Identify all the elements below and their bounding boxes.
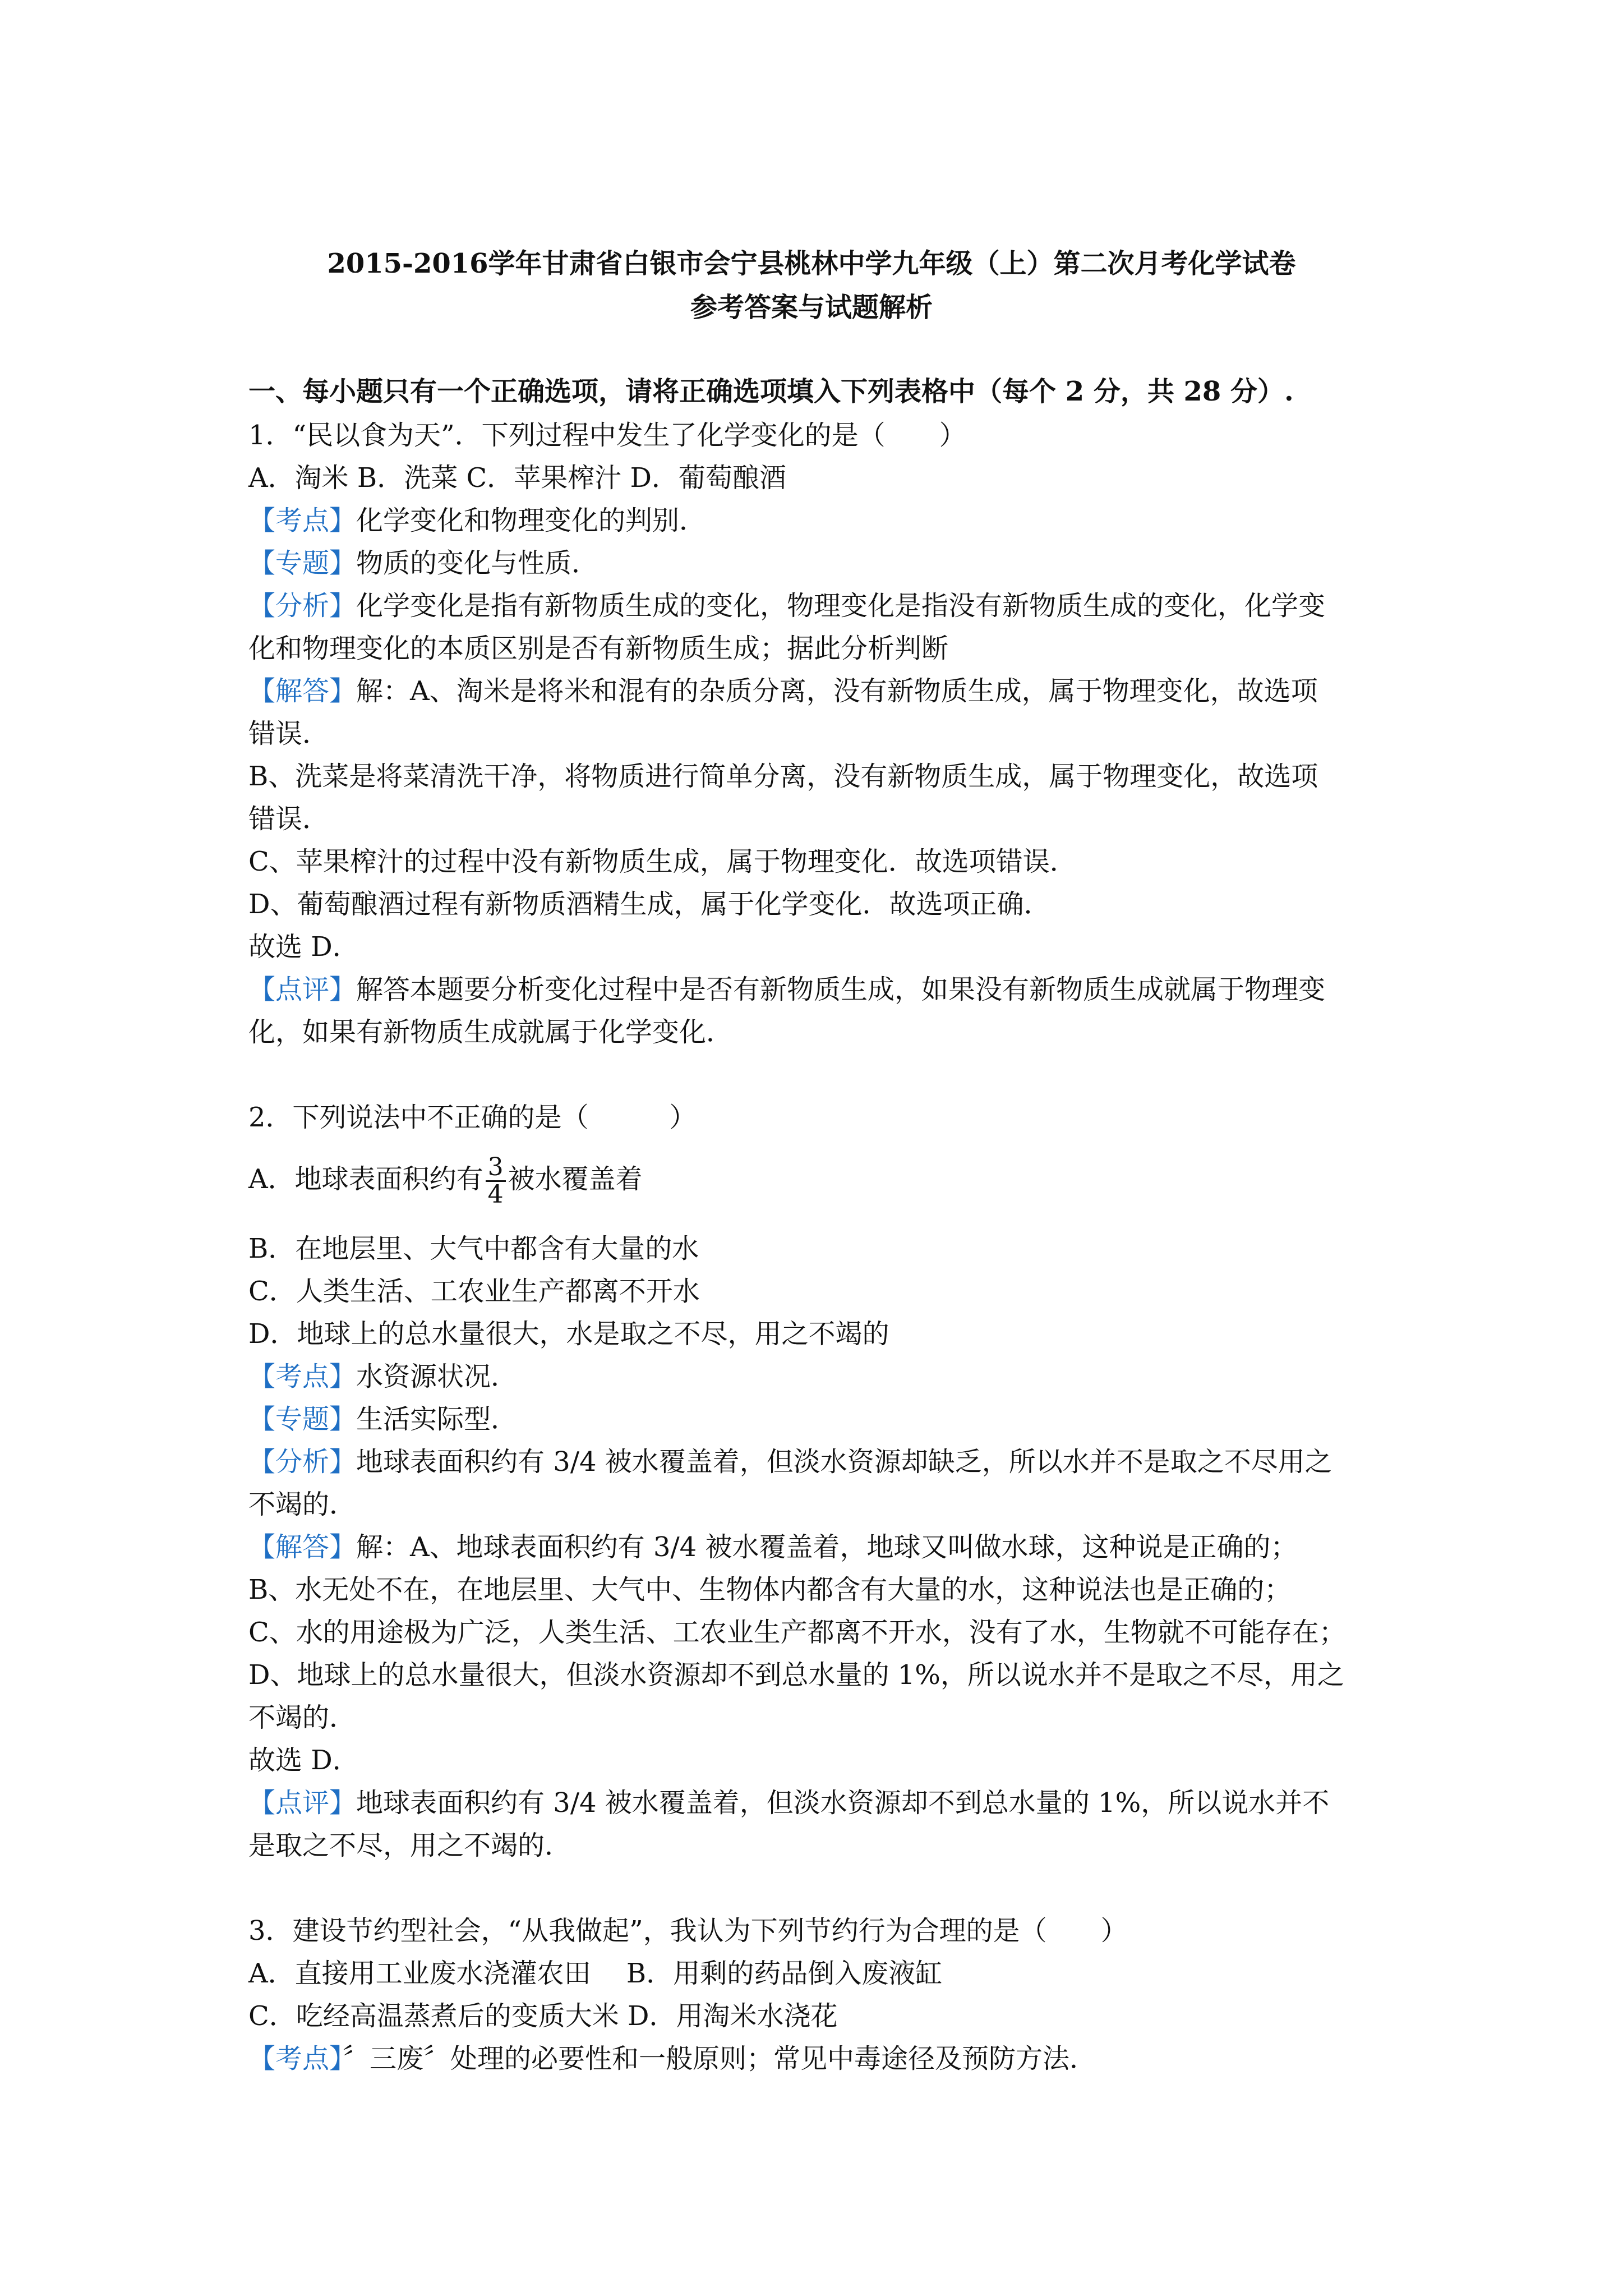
q2-jieda-text-5: 不竭的．: [248, 1702, 357, 1733]
q3-options-1: A．直接用工业废水浇灌农田 B．用剩的药品倒入废液缸: [248, 1958, 943, 1989]
document-subtitle: 参考答案与试题解析: [690, 292, 933, 323]
zhuanti-tag: 【专题】: [248, 547, 357, 579]
q2-jieda-text-2: B、水无处不在，在地层里、大气中、生物体内都含有大量的水，这种说法也是正确的；: [248, 1574, 1292, 1605]
q2-kaodian: [248, 1360, 1393, 1393]
section-heading: 一、每小题只有一个正确选项，请将正确选项填入下列表格中（每个 2 分，共 28 分）.: [248, 376, 1294, 407]
zhuanti-tag: 【专题】: [248, 1404, 357, 1435]
q2-fenxi-text-1: 地球表面积约有 3/4 被水覆盖着，但淡水资源却缺乏，所以水并不是取之不尽用之: [356, 1446, 1332, 1478]
q2-dianping-text-2: 是取之不尽，用之不竭的．: [248, 1830, 572, 1861]
q2-fenxi: [248, 1445, 1393, 1479]
q1-dianping-text-1: 解答本题要分析变化过程中是否有新物质生成，如果没有新物质生成就属于物理变: [356, 974, 1326, 1005]
q3-kaodian: [248, 2042, 1393, 2076]
q1-kaodian: [248, 504, 1393, 537]
jieda-tag: 【解答】: [248, 1531, 357, 1563]
dianping-tag: 【点评】: [248, 974, 357, 1005]
q1-dianping: [248, 973, 1393, 1006]
q1-jieda-text-4: 错误．: [248, 803, 330, 835]
q2-jieda-text-1: 解：A、地球表面积约有 3/4 被水覆盖着，地球又叫做水球，这种说是正确的；: [356, 1531, 1298, 1563]
q1-dianping-text-2: 化，如果有新物质生成就属于化学变化．: [248, 1016, 734, 1048]
q3-stem: 3．建设节约型社会，“从我做起”，我认为下列节约行为合理的是（ ）: [248, 1915, 1128, 1947]
q2-option-b: B．在地层里、大气中都含有大量的水: [248, 1233, 699, 1264]
q2-option-a-pre: A．地球表面积约有: [248, 1163, 483, 1195]
q2-jieda-text-6: 故选 D．: [248, 1745, 359, 1776]
q1-fenxi: [248, 589, 1393, 623]
q1-jieda-text-7: 故选 D．: [248, 931, 359, 963]
q2-stem: 2．下列说法中不正确的是（ ）: [248, 1102, 697, 1133]
fraction-denominator: 4: [487, 1180, 504, 1209]
q1-jieda-text-5: C、苹果榨汁的过程中没有新物质生成，属于物理变化．故选项错误．: [248, 846, 1077, 877]
q2-zhuanti: [248, 1402, 1393, 1436]
q1-kaodian-text: 化学变化和物理变化的判别．: [356, 505, 707, 536]
q2-option-d: D．地球上的总水量很大，水是取之不尽，用之不竭的: [248, 1318, 889, 1350]
fenxi-tag: 【分析】: [248, 590, 357, 622]
q2-dianping: [248, 1786, 1393, 1820]
q1-zhuanti-text: 物质的变化与性质．: [356, 547, 599, 579]
kaodian-tag: 【考点】: [248, 1361, 357, 1392]
fraction-three-quarters: [486, 1154, 506, 1208]
q2-jieda: [248, 1530, 1393, 1564]
dianping-tag: 【点评】: [248, 1787, 357, 1819]
q2-option-a-post: 被水覆盖着: [508, 1163, 643, 1195]
q2-jieda-text-4: D、地球上的总水量很大，但淡水资源却不到总水量的 1%，所以说水并不是取之不尽，用之: [248, 1659, 1344, 1691]
jieda-tag: 【解答】: [248, 675, 357, 707]
q3-options-2: C．吃经高温蒸煮后的变质大米 D．用淘米水浇花: [248, 2000, 838, 2032]
q1-options: A．淘米 B．洗菜 C．苹果榨汁 D．葡萄酿酒: [248, 462, 786, 494]
q1-jieda-text-3: B、洗菜是将菜清洗干净，将物质进行简单分离，没有新物质生成，属于物理变化，故选项: [248, 761, 1318, 792]
q1-fenxi-text-2: 化和物理变化的本质区别是否有新物质生成；据此分析判断: [248, 633, 949, 664]
q1-jieda-text-2: 错误．: [248, 718, 330, 749]
q1-jieda-text-6: D、葡萄酿酒过程有新物质酒精生成，属于化学变化．故选项正确．: [248, 889, 1051, 920]
document-title: 2015-2016学年甘肃省白银市会宁县桃林中学九年级（上）第二次月考化学试卷: [327, 248, 1296, 279]
kaodian-tag: 【考点】: [248, 505, 357, 536]
q1-fenxi-text-1: 化学变化是指有新物质生成的变化，物理变化是指没有新物质生成的变化，化学变: [356, 590, 1326, 622]
q2-option-c: C．人类生活、工农业生产都离不开水: [248, 1276, 700, 1307]
q2-kaodian-text: 水资源状况．: [356, 1361, 518, 1392]
q2-dianping-text-1: 地球表面积约有 3/4 被水覆盖着，但淡水资源却不到总水量的 1%，所以说水并不: [356, 1787, 1330, 1819]
q2-zhuanti-text: 生活实际型．: [356, 1404, 518, 1435]
q2-option-a: [248, 1151, 1393, 1208]
q1-jieda-text-1: 解：A、淘米是将米和混有的杂质分离，没有新物质生成，属于物理变化，故选项: [356, 675, 1318, 707]
q1-stem: 1．“民以食为天”．下列过程中发生了化学变化的是（ ）: [248, 420, 966, 451]
fraction-numerator: 3: [486, 1154, 506, 1182]
q3-kaodian-text: 〞三废〞处理的必要性和一般原则；常见中毒途径及预防方法．: [343, 2043, 1097, 2074]
q2-jieda-text-3: C、水的用途极为广泛，人类生活、工农业生产都离不开水，没有了水，生物就不可能存在；: [248, 1617, 1346, 1648]
q2-fenxi-text-2: 不竭的．: [248, 1489, 357, 1520]
q1-jieda: [248, 674, 1393, 708]
kaodian-tag: 【考点】: [248, 2043, 343, 2074]
q1-zhuanti: [248, 546, 1393, 580]
fenxi-tag: 【分析】: [248, 1446, 357, 1478]
